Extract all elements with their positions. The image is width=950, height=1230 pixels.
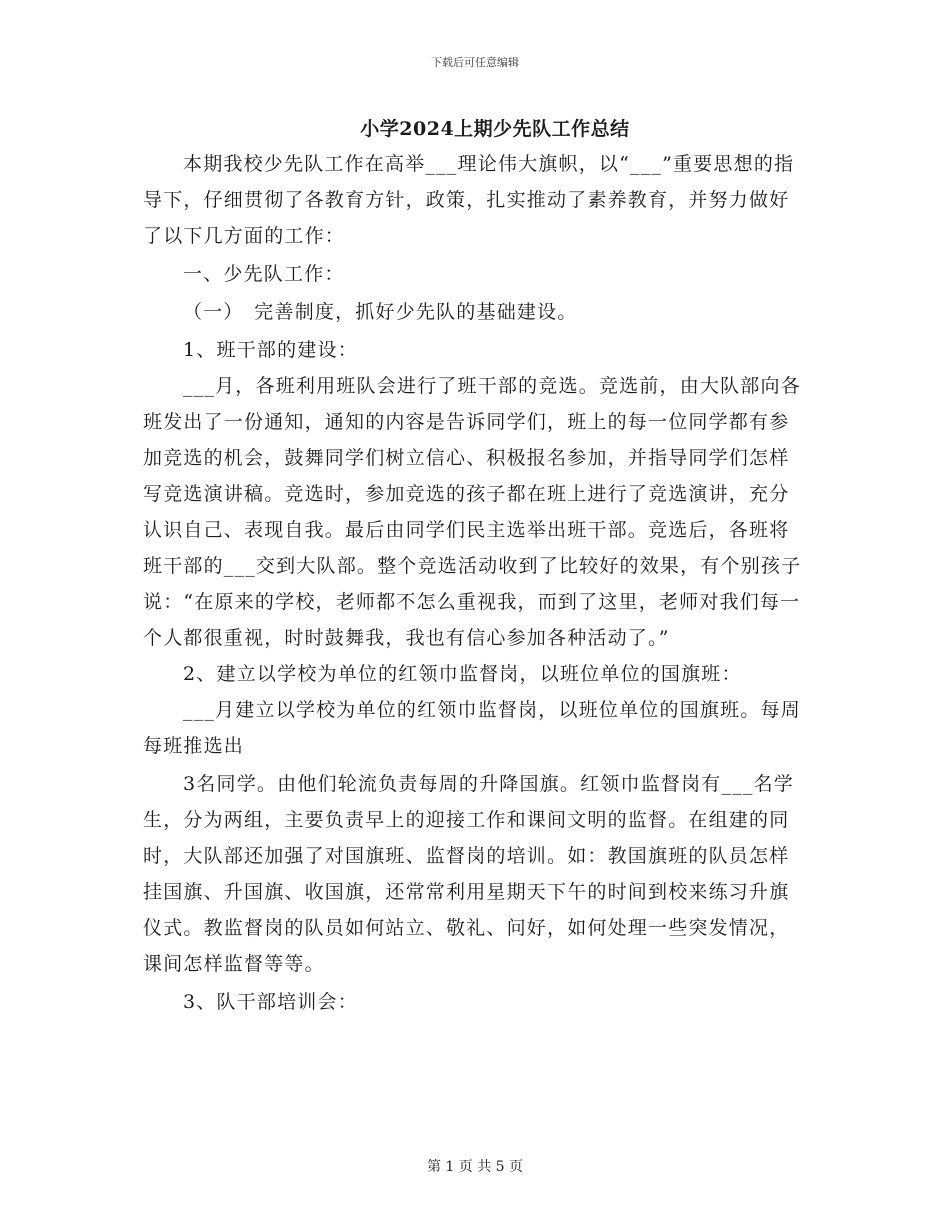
paragraph-intro: 本期我校少先队工作在高举___理论伟大旗帜，以“___”重要思想的指导下，仔细贯彻了各教育方针，政策，扎实推动了素养教育，并努力做好了以下几方面的工作：	[143, 153, 795, 247]
page-footer: 第 1 页 共 5 页	[426, 1159, 524, 1175]
heading-item-2: 2、建立以学校为单位的红领巾监督岗，以班位单位的国旗班：	[183, 663, 742, 685]
heading-item-3: 3、队干部培训会：	[183, 991, 358, 1013]
document-title: 小学2024上期少先队工作总结	[360, 118, 630, 140]
paragraph-class-cadre: ___月，各班利用班队会进行了班干部的竞选。竞选前，由大队部向各班发出了一份通知，通知的内容是告诉同学们，班上的每一位同学都有参加竞选的机会，鼓舞同学们树立信心、积极报名参加，并指导同学们怎样写竞选演讲稿。竞选时，参加竞选的孩子都在班上进行了竞选演讲，充分认识自己、表现自我。最后由同学们民主选举出班干部。竞选后，各班将班干部的___交到大队部。整个竞选活动收到了比较好的效果，有个别孩子说：“在原来的学校，老师都不怎么重视我，而到了这里，老师对我们每一个人都很重视，时时鼓舞我，我也有信心参加各种活动了。”	[143, 375, 802, 649]
heading-subsection-1: （一） 完善制度，抓好少先队的基础建设。	[183, 301, 578, 323]
heading-section-1: 一、少先队工作：	[183, 263, 345, 285]
paragraph-monitor-post: ___月建立以学校为单位的红领巾监督岗，以班位单位的国旗班。每周每班推选出	[143, 699, 801, 757]
heading-item-1: 1、班干部的建设：	[183, 339, 358, 361]
paragraph-flag-team: 3名同学。由他们轮流负责每周的升降国旗。红领巾监督岗有___名学生，分为两组，主要负责早上的迎接工作和课间文明的监督。在组建的同时，大队部还加强了对国旗班、监督岗的培训。如：教国旗班的队员怎样挂国旗、升国旗、收国旗，还常常利用星期天下午的时间到校来练习升旗仪式。教监督岗的队员如何站立、敬礼、问好，如何处理一些突发情况，课间怎样监督等等。	[143, 773, 794, 975]
document-body	[143, 146, 808, 1020]
header-note: 下载后可任意编辑	[431, 56, 519, 69]
